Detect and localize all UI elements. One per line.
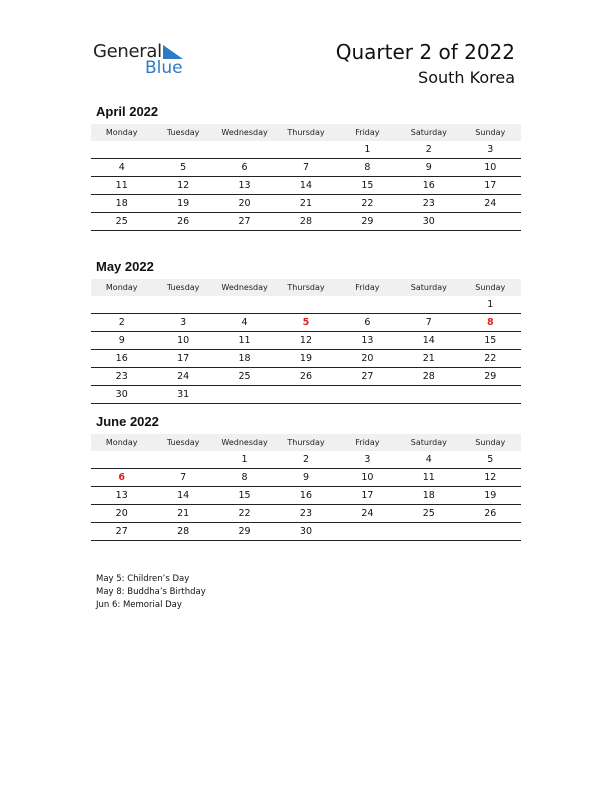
date-cell: 10 [152,332,213,350]
month-june [91,414,521,541]
date-cell [398,296,459,314]
country-name: South Korea [418,68,515,87]
date-cell: 9 [91,332,152,350]
date-cell: 2 [275,451,336,469]
brand-logo [93,41,193,81]
calendar-grid [91,279,521,404]
weekday-header: Wednesday [214,124,275,141]
date-cell: 22 [460,350,521,368]
date-cell: 17 [152,350,213,368]
month-title: June 2022 [96,414,159,429]
date-cell: 17 [337,487,398,505]
date-cell [152,296,213,314]
date-cell [460,386,521,404]
week-row [91,177,521,195]
date-cell: 9 [398,159,459,177]
weekday-header-row [91,279,521,296]
date-cell: 28 [152,523,213,541]
date-cell: 18 [214,350,275,368]
date-cell: 20 [337,350,398,368]
date-cell: 10 [460,159,521,177]
weekday-header: Wednesday [214,434,275,451]
date-cell: 11 [91,177,152,195]
date-cell [460,213,521,231]
week-row [91,523,521,541]
date-cell: 24 [460,195,521,213]
date-cell [337,296,398,314]
date-cell: 5 [460,451,521,469]
date-cell: 20 [214,195,275,213]
week-row [91,296,521,314]
date-cell: 12 [460,469,521,487]
date-cell: 12 [152,177,213,195]
date-cell: 13 [337,332,398,350]
week-row [91,314,521,332]
weekday-header: Tuesday [152,124,213,141]
date-cell [214,386,275,404]
date-cell: 26 [275,368,336,386]
date-cell: 12 [275,332,336,350]
date-cell [337,386,398,404]
weekday-header-row [91,124,521,141]
week-row [91,159,521,177]
date-cell: 26 [460,505,521,523]
date-cell: 23 [275,505,336,523]
date-cell [398,386,459,404]
date-cell [275,386,336,404]
date-cell [152,141,213,159]
week-row [91,195,521,213]
date-cell: 30 [398,213,459,231]
weekday-header: Sunday [460,279,521,296]
date-cell: 3 [460,141,521,159]
holiday-notes [96,573,206,612]
date-cell: 15 [337,177,398,195]
date-cell: 23 [398,195,459,213]
date-cell: 19 [275,350,336,368]
date-cell: 17 [460,177,521,195]
date-cell: 26 [152,213,213,231]
week-row [91,350,521,368]
date-cell: 18 [91,195,152,213]
week-row [91,487,521,505]
date-cell: 2 [91,314,152,332]
date-cell: 1 [460,296,521,314]
date-cell: 16 [275,487,336,505]
date-cell: 14 [275,177,336,195]
date-cell: 22 [337,195,398,213]
date-cell [275,296,336,314]
date-cell: 7 [398,314,459,332]
date-cell: 23 [91,368,152,386]
weekday-header: Saturday [398,434,459,451]
date-cell: 19 [152,195,213,213]
month-april [91,104,521,231]
date-cell: 20 [91,505,152,523]
date-cell: 21 [152,505,213,523]
date-cell: 16 [398,177,459,195]
date-cell: 2 [398,141,459,159]
holiday-date-cell: 6 [91,469,152,487]
date-cell: 24 [152,368,213,386]
date-cell: 13 [91,487,152,505]
date-cell: 25 [398,505,459,523]
date-cell: 1 [214,451,275,469]
date-cell [460,523,521,541]
date-cell [91,451,152,469]
date-cell: 21 [275,195,336,213]
weekday-header: Thursday [275,124,336,141]
date-cell: 11 [214,332,275,350]
date-cell: 4 [214,314,275,332]
date-cell: 8 [337,159,398,177]
week-row [91,469,521,487]
brand-name-general: General [93,41,162,62]
date-cell [91,296,152,314]
weekday-header: Saturday [398,124,459,141]
date-cell: 7 [275,159,336,177]
date-cell: 15 [214,487,275,505]
date-cell: 3 [152,314,213,332]
date-cell: 6 [214,159,275,177]
weekday-header-row [91,434,521,451]
date-cell: 18 [398,487,459,505]
date-cell: 14 [398,332,459,350]
holiday-note: Jun 6: Memorial Day [96,600,182,610]
date-cell: 8 [214,469,275,487]
month-title: April 2022 [96,104,159,119]
weekday-header: Thursday [275,279,336,296]
date-cell [214,296,275,314]
week-row [91,451,521,469]
month-may [91,259,521,404]
date-cell: 30 [275,523,336,541]
weekday-header: Friday [337,434,398,451]
date-cell: 11 [398,469,459,487]
holiday-date-cell: 5 [275,314,336,332]
date-cell: 31 [152,386,213,404]
week-row [91,332,521,350]
weekday-header: Tuesday [152,279,213,296]
date-cell: 29 [337,213,398,231]
holiday-note: May 8: Buddha’s Birthday [96,587,206,597]
date-cell: 9 [275,469,336,487]
date-cell [337,523,398,541]
holiday-date-cell: 8 [460,314,521,332]
date-cell: 14 [152,487,213,505]
date-cell: 25 [91,213,152,231]
date-cell: 1 [337,141,398,159]
week-row [91,213,521,231]
date-cell: 27 [214,213,275,231]
weekday-header: Friday [337,124,398,141]
week-row [91,141,521,159]
weekday-header: Sunday [460,124,521,141]
weekday-header: Monday [91,434,152,451]
date-cell: 28 [398,368,459,386]
weekday-header: Sunday [460,434,521,451]
date-cell: 29 [214,523,275,541]
weekday-header: Thursday [275,434,336,451]
month-title: May 2022 [96,259,154,274]
date-cell [214,141,275,159]
date-cell: 13 [214,177,275,195]
weekday-header: Saturday [398,279,459,296]
date-cell: 4 [398,451,459,469]
page-title: Quarter 2 of 2022 [335,40,515,64]
date-cell: 28 [275,213,336,231]
date-cell: 10 [337,469,398,487]
calendar-grid [91,434,521,541]
date-cell: 25 [214,368,275,386]
date-cell: 6 [337,314,398,332]
calendar-grid [91,124,521,231]
date-cell [152,451,213,469]
date-cell: 29 [460,368,521,386]
weekday-header: Friday [337,279,398,296]
date-cell: 27 [337,368,398,386]
date-cell: 21 [398,350,459,368]
weekday-header: Monday [91,124,152,141]
date-cell: 7 [152,469,213,487]
date-cell: 3 [337,451,398,469]
date-cell: 15 [460,332,521,350]
weekday-header: Monday [91,279,152,296]
weekday-header: Wednesday [214,279,275,296]
date-cell: 5 [152,159,213,177]
date-cell [275,141,336,159]
date-cell: 24 [337,505,398,523]
date-cell [398,523,459,541]
date-cell: 4 [91,159,152,177]
week-row [91,386,521,404]
date-cell: 16 [91,350,152,368]
date-cell: 19 [460,487,521,505]
week-row [91,368,521,386]
date-cell: 30 [91,386,152,404]
date-cell: 22 [214,505,275,523]
date-cell: 27 [91,523,152,541]
weekday-header: Tuesday [152,434,213,451]
brand-name-blue: Blue [145,58,183,78]
date-cell [91,141,152,159]
holiday-note: May 5: Children’s Day [96,574,190,584]
week-row [91,505,521,523]
